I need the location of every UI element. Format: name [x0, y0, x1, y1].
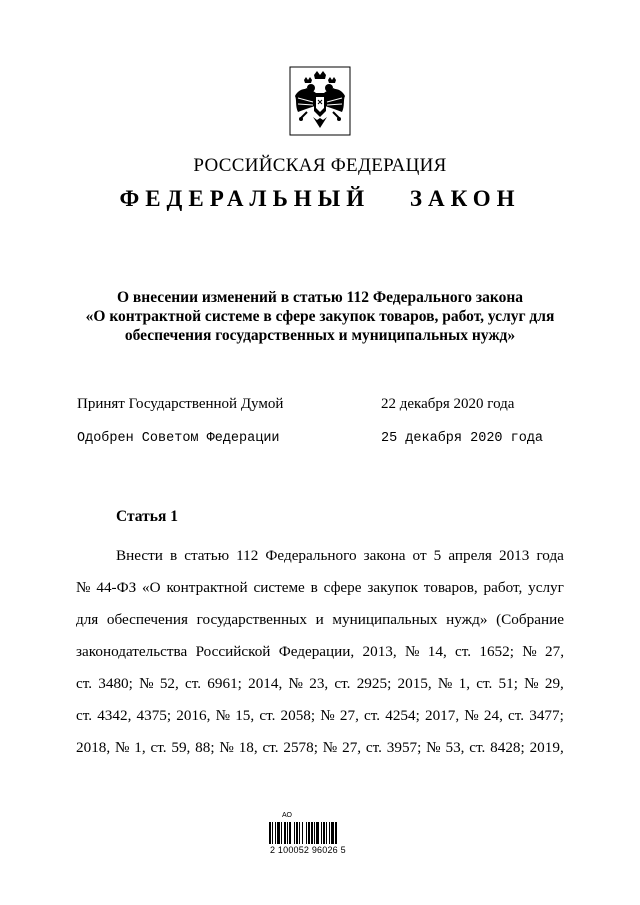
barcode-number: 2 100052 96026 5	[270, 845, 346, 855]
adopted-date: 22 декабря 2020 года	[381, 396, 515, 412]
coat-of-arms-icon	[289, 66, 351, 136]
barcode-mark: АО	[282, 812, 292, 819]
law-title-line: «О контрактной системе в сфере закупок товаров, работ, услуг для	[85, 308, 555, 325]
article-body-line: 2018, № 1, ст. 59, 88; № 18, ст. 2578; № 27, ст. 3957; № 53, ст. 8428; 2019,	[76, 739, 564, 756]
article-heading: Статья 1	[116, 508, 178, 525]
article-body-line: для обеспечения государственных и муниципальных нужд» (Собрание	[76, 611, 564, 628]
article-body-line: Внести в статью 112 Федерального закона от 5 апреля 2013 года	[116, 547, 564, 564]
document-type-word-1: ФЕДЕРАЛЬНЫЙ	[119, 186, 371, 211]
law-title	[80, 288, 560, 345]
article-body-line: ст. 3480; № 52, ст. 6961; 2014, № 23, ст. 2925; 2015, № 1, ст. 51; № 29,	[76, 675, 564, 692]
article-body-line: законодательства Российской Федерации, 2013, № 14, ст. 1652; № 27,	[76, 643, 564, 660]
adopted-label: Принят Государственной Думой	[77, 396, 284, 412]
document-type-word-2: ЗАКОН	[409, 186, 521, 211]
article-body-line: № 44-ФЗ «О контрактной системе в сфере закупок товаров, работ, услуг	[76, 579, 564, 596]
country-name: РОССИЙСКАЯ ФЕДЕРАЦИЯ	[193, 155, 447, 176]
barcode-icon	[268, 822, 372, 844]
approved-date: 25 декабря 2020 года	[381, 431, 544, 446]
article-body-line: ст. 4342, 4375; 2016, № 15, ст. 2058; № 27, ст. 4254; 2017, № 24, ст. 3477;	[76, 707, 564, 724]
barcode-block	[268, 812, 378, 855]
law-title-line: обеспечения государственных и муниципальных нужд»	[124, 327, 516, 344]
article-body	[76, 540, 564, 764]
law-title-line: О внесении изменений в статью 112 Федерального закона	[116, 289, 524, 306]
approved-label: Одобрен Советом Федерации	[77, 431, 280, 446]
document-type	[0, 186, 640, 212]
